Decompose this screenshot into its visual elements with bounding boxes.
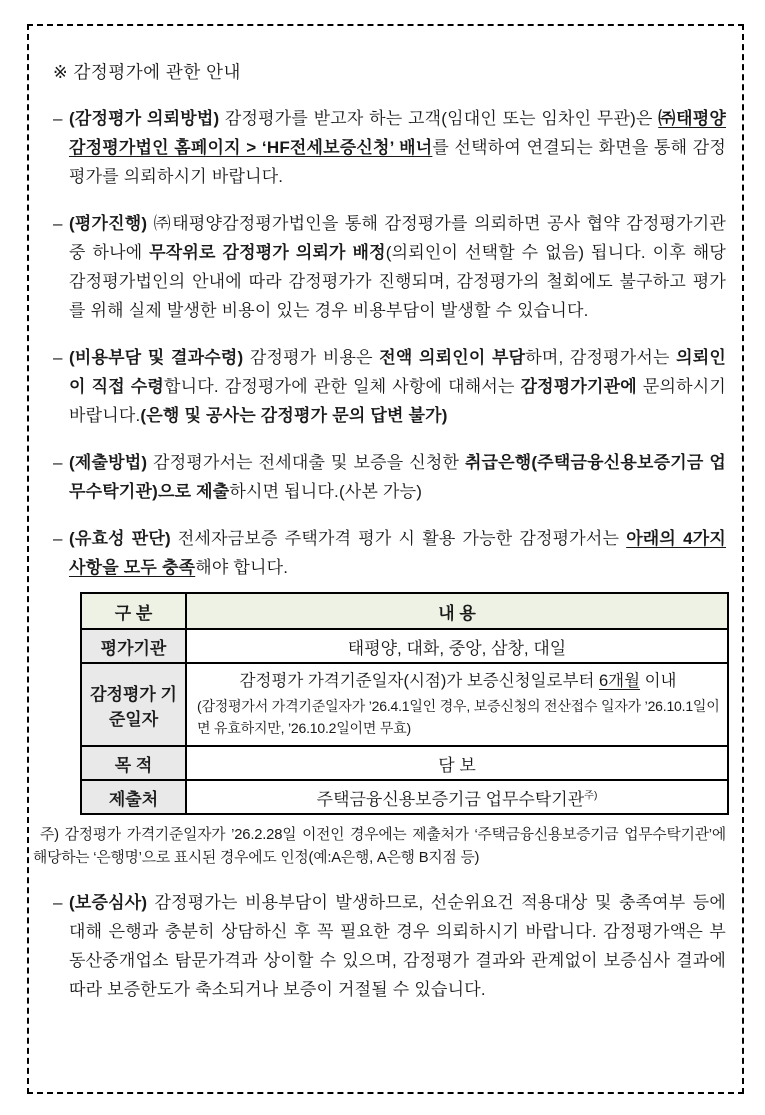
label-cell: 감정평가 기준일자: [81, 663, 186, 746]
base-date-rule: 감정평가 가격기준일자(시점)가 보증신청일로부터 6개월 이내: [239, 672, 677, 690]
document-dashed-border: [27, 24, 744, 1094]
table-footnote: 주) 감정평가 가격기준일자가 ’26.2.28일 이전인 경우에는 제출처가 ‘주택금융신용보증기금 업무수탁기관’에 해당하는 ‘은행명’으로 표시된 경우에도 인정(예:A은행, A은행 B지점 등): [33, 827, 726, 866]
label-cell: 제출처: [81, 780, 186, 814]
bullet-dash: –: [53, 529, 63, 548]
item-text: (제출방법) 감정평가서는 전세대출 및 보증을 신청한 취급은행(주택금융신용보증기금 업무수탁기관)으로 제출하시면 됩니다.(사본 가능): [69, 453, 726, 501]
validity-criteria-table: [80, 592, 729, 815]
header-cell-content: 내 용: [186, 593, 728, 629]
page-title: ※ 감정평가에 관한 안내: [53, 62, 241, 82]
bullet-dash: –: [53, 348, 63, 367]
content-cell: [186, 663, 728, 746]
table-row-agency: [81, 629, 728, 663]
item-submission-method: [53, 448, 726, 506]
table-row-base-date: [81, 663, 728, 746]
content-cell: 주택금융신용보증기금 업무수탁기관$^{주)}$: [186, 780, 728, 814]
item-text: (비용부담 및 결과수령) 감정평가 비용은 전액 의뢰인이 부담하며, 감정평가서는 의뢰인이 직접 수령합니다. 감정평가에 관한 일체 사항에 대해서는 감정평가기관에 문의하시기 바랍니다.(은행 및 공사는 감정평가 문의 답변 불가): [69, 348, 727, 425]
content-cell: 담 보: [186, 746, 728, 780]
table-header-row: [81, 593, 728, 629]
item-text: (평가진행) ㈜태평양감정평가법인을 통해 감정평가를 의뢰하면 공사 협약 감정평가기관 중 하나에 무작위로 감정평가 의뢰가 배정(의뢰인이 선택할 수 없음) 됩니다. 이후 해당 감정평가법인의 안내에 따라 감정평가가 진행되며, 감정평가의 철회에도 불구하고 평가를 위해 실제 발생한 비용이 있는 경우 비용부담이 발생할 수 있습니다.: [69, 214, 726, 320]
label-cell: 평가기관: [81, 629, 186, 663]
item-cost-and-result-receipt: [53, 343, 726, 430]
item-text: (보증심사) 감정평가는 비용부담이 발생하므로, 선순위요건 적용대상 및 충족여부 등에 대해 은행과 충분히 상담하신 후 꼭 필요한 경우 의뢰하시기 바랍니다. 감정평가액은 부동산중개업소 탐문가격과 상이할 수 있으며, 감정평가 결과와 관계없이 보증심사 결과에 따라 보증한도가 축소되거나 보증이 거절될 수 있습니다.: [69, 893, 726, 999]
bullet-dash: –: [53, 893, 63, 912]
content-cell: 태평양, 대화, 중앙, 삼창, 대일: [186, 629, 728, 663]
table-row-submit-to: [81, 780, 728, 814]
item-guarantee-review: [53, 888, 726, 1004]
item-text: (유효성 판단) 전세자금보증 주택가격 평가 시 활용 가능한 감정평가서는 아래의 4가지 사항을 모두 충족해야 합니다.: [69, 529, 726, 577]
item-appraisal-process: [53, 209, 726, 325]
header-cell-category: 구 분: [81, 593, 186, 629]
item-text: (감정평가 의뢰방법) 감정평가를 받고자 하는 고객(임대인 또는 임차인 무관)은 ㈜태평양감정평가법인 홈페이지 > ‘HF전세보증신청’ 배너를 선택하여 연결되는 화면을 통해 감정평가를 의뢰하시기 바랍니다.: [69, 109, 726, 186]
label-cell: 목 적: [81, 746, 186, 780]
item-appraisal-request-method: [53, 104, 726, 191]
table-row-purpose: [81, 746, 728, 780]
bullet-dash: –: [53, 109, 63, 128]
bullet-dash: –: [53, 453, 63, 472]
base-date-example: (감정평가서 가격기준일자가 ’26.4.1일인 경우, 보증신청의 전산접수 일자가 ’26.10.1일이면 유효하지만, ’26.10.2일이면 무효): [197, 698, 720, 736]
bullet-dash: –: [53, 214, 63, 233]
item-validity-judgment: [53, 524, 726, 582]
